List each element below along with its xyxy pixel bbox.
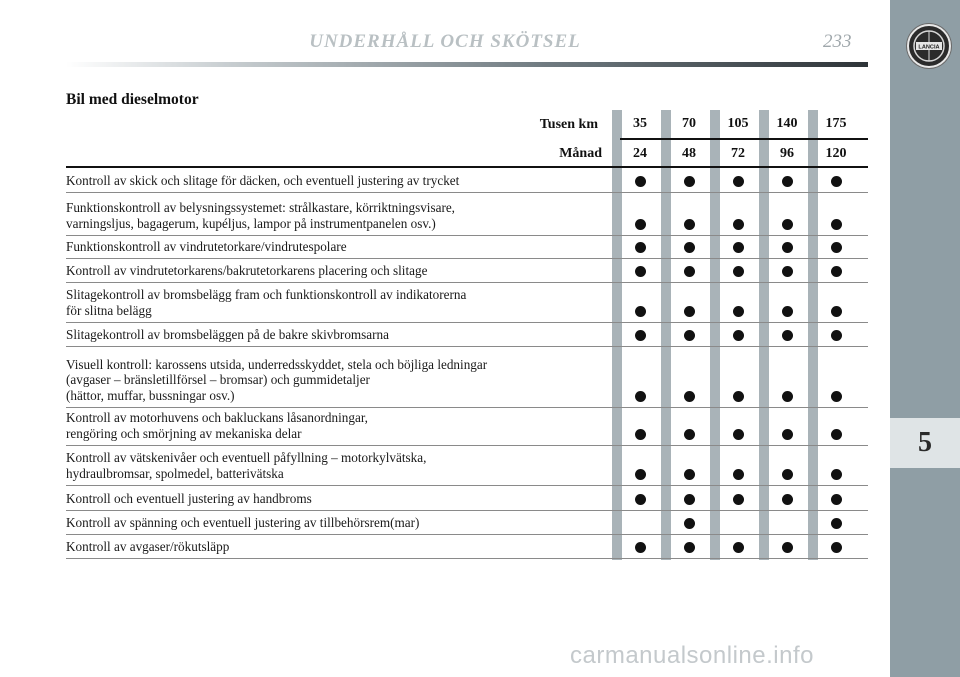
row-description: [66, 200, 455, 231]
check-dot-icon: [782, 429, 793, 440]
check-dot-icon: [831, 518, 842, 529]
check-dot-icon: [831, 469, 842, 480]
row-description-line: (avgaser – bränsletillförsel – bromsar) och gummidetaljer: [66, 372, 370, 387]
check-dot-icon: [733, 330, 744, 341]
watermark: carmanualsonline.info: [570, 642, 814, 669]
table-row: [66, 236, 868, 259]
row-description-line: Funktionskontroll av vindrutetorkare/vindrutespolare: [66, 238, 347, 254]
check-dot-icon: [684, 306, 695, 317]
table-row: [66, 193, 868, 236]
check-dot-icon: [733, 469, 744, 480]
row-description-line: varningsljus, bagagerum, kupéljus, lampor på instrumentpanelen osv.): [66, 215, 436, 231]
row-description-line: Slitagekontroll av bromsbeläggen på de bakre skivbromsarna: [66, 326, 390, 342]
row-description: [66, 173, 459, 189]
check-dot-icon: [635, 542, 646, 553]
row-description: [66, 327, 389, 343]
table-row: [66, 511, 868, 535]
check-dot-icon: [635, 266, 646, 277]
check-dot-icon: [733, 266, 744, 277]
check-dot-icon: [733, 176, 744, 187]
row-description-line: Kontroll av avgaser/rökutsläpp: [66, 538, 230, 554]
row-description: [66, 450, 426, 481]
row-description: [66, 357, 487, 404]
check-dot-icon: [782, 219, 793, 230]
lancia-logo-icon: [907, 24, 951, 68]
check-dot-icon: [733, 306, 744, 317]
check-dot-icon: [684, 429, 695, 440]
row-description-line: Slitagekontroll av bromsbelägg fram och funktionskontroll av indikatorerna: [66, 287, 467, 302]
table-row: [66, 323, 868, 347]
table-row: [66, 283, 868, 323]
check-dot-icon: [782, 469, 793, 480]
check-dot-icon: [733, 219, 744, 230]
check-dot-icon: [831, 330, 842, 341]
row-description-line: Kontroll och eventuell justering av handbroms: [66, 490, 312, 506]
row-description: [66, 515, 419, 531]
check-dot-icon: [831, 306, 842, 317]
check-dot-icon: [684, 266, 695, 277]
check-dot-icon: [684, 494, 695, 505]
check-dot-icon: [684, 518, 695, 529]
row-description: [66, 491, 312, 507]
check-dot-icon: [684, 219, 695, 230]
check-dot-icon: [782, 330, 793, 341]
check-dot-icon: [733, 391, 744, 402]
row-description-line: Visuell kontroll: karossens utsida, underredsskyddet, stela och böjliga ledningar: [66, 356, 488, 372]
row-description-line: Funktionskontroll av belysningssystemet: strålkastare, körriktningsvisare,: [66, 200, 455, 215]
check-dot-icon: [684, 391, 695, 402]
check-dot-icon: [831, 219, 842, 230]
check-dot-icon: [733, 542, 744, 553]
check-dot-icon: [831, 391, 842, 402]
check-dot-icon: [831, 429, 842, 440]
km-value: 35: [633, 116, 647, 131]
month-value: 120: [825, 146, 847, 161]
row-description-line: Kontroll av vätskenivåer och eventuell påfyllning – motorkylvätska,: [66, 450, 427, 465]
check-dot-icon: [831, 242, 842, 253]
check-dot-icon: [782, 266, 793, 277]
check-dot-icon: [782, 306, 793, 317]
table-row: [66, 168, 868, 193]
month-value: 96: [780, 146, 794, 161]
row-description-line: Kontroll av motorhuvens och bakluckans låsanordningar,: [66, 410, 368, 425]
row-description: [66, 287, 466, 318]
check-dot-icon: [782, 176, 793, 187]
check-dot-icon: [684, 542, 695, 553]
check-dot-icon: [831, 542, 842, 553]
month-value: 24: [633, 146, 647, 161]
check-dot-icon: [635, 176, 646, 187]
month-value: 72: [731, 146, 745, 161]
km-rule: [620, 138, 868, 140]
check-dot-icon: [782, 542, 793, 553]
row-description-line: för slitna belägg: [66, 302, 152, 318]
check-dot-icon: [733, 494, 744, 505]
check-dot-icon: [684, 469, 695, 480]
table-row: [66, 486, 868, 511]
check-dot-icon: [782, 494, 793, 505]
chapter-number: 5: [890, 418, 960, 468]
section-title: Bil med dieselmotor: [66, 91, 199, 108]
row-description-line: rengöring och smörjning av mekaniska delar: [66, 425, 302, 441]
page-number: 233: [823, 31, 852, 52]
row-description-line: Kontroll av vindrutetorkarens/bakrutetorkarens placering och slitage: [66, 262, 428, 278]
month-label: Månad: [559, 146, 602, 161]
row-description-line: (hättor, muffar, bussningar osv.): [66, 387, 235, 403]
check-dot-icon: [635, 429, 646, 440]
table-row: [66, 408, 868, 446]
row-description: [66, 263, 427, 279]
check-dot-icon: [831, 494, 842, 505]
km-value: 105: [727, 116, 749, 131]
km-label: Tusen km: [539, 117, 598, 132]
header-rule: [66, 62, 868, 67]
page-title: UNDERHÅLL OCH SKÖTSEL: [309, 31, 581, 52]
check-dot-icon: [733, 429, 744, 440]
check-dot-icon: [635, 306, 646, 317]
km-value: 70: [682, 116, 696, 131]
check-dot-icon: [635, 391, 646, 402]
check-dot-icon: [684, 242, 695, 253]
month-value: 48: [682, 146, 696, 161]
table-row: [66, 446, 868, 486]
check-dot-icon: [782, 391, 793, 402]
row-description: [66, 239, 347, 255]
row-description: [66, 410, 368, 441]
check-dot-icon: [831, 266, 842, 277]
check-dot-icon: [635, 330, 646, 341]
side-tab: [890, 0, 960, 677]
table-row: [66, 535, 868, 559]
table-row: [66, 347, 868, 408]
logo-text: LANCIA: [918, 44, 940, 51]
km-value: 140: [776, 116, 798, 131]
check-dot-icon: [635, 469, 646, 480]
check-dot-icon: [635, 242, 646, 253]
check-dot-icon: [831, 176, 842, 187]
check-dot-icon: [684, 176, 695, 187]
check-dot-icon: [782, 242, 793, 253]
row-description-line: Kontroll av spänning och eventuell justering av tillbehörsrem(mar): [66, 514, 420, 530]
km-value: 175: [825, 116, 847, 131]
check-dot-icon: [733, 242, 744, 253]
check-dot-icon: [635, 494, 646, 505]
check-dot-icon: [635, 219, 646, 230]
row-description: [66, 539, 229, 555]
row-description-line: hydraulbromsar, spolmedel, batterivätska: [66, 465, 284, 481]
table-row: [66, 259, 868, 283]
check-dot-icon: [684, 330, 695, 341]
row-description-line: Kontroll av skick och slitage för däcken, och eventuell justering av trycket: [66, 172, 460, 188]
